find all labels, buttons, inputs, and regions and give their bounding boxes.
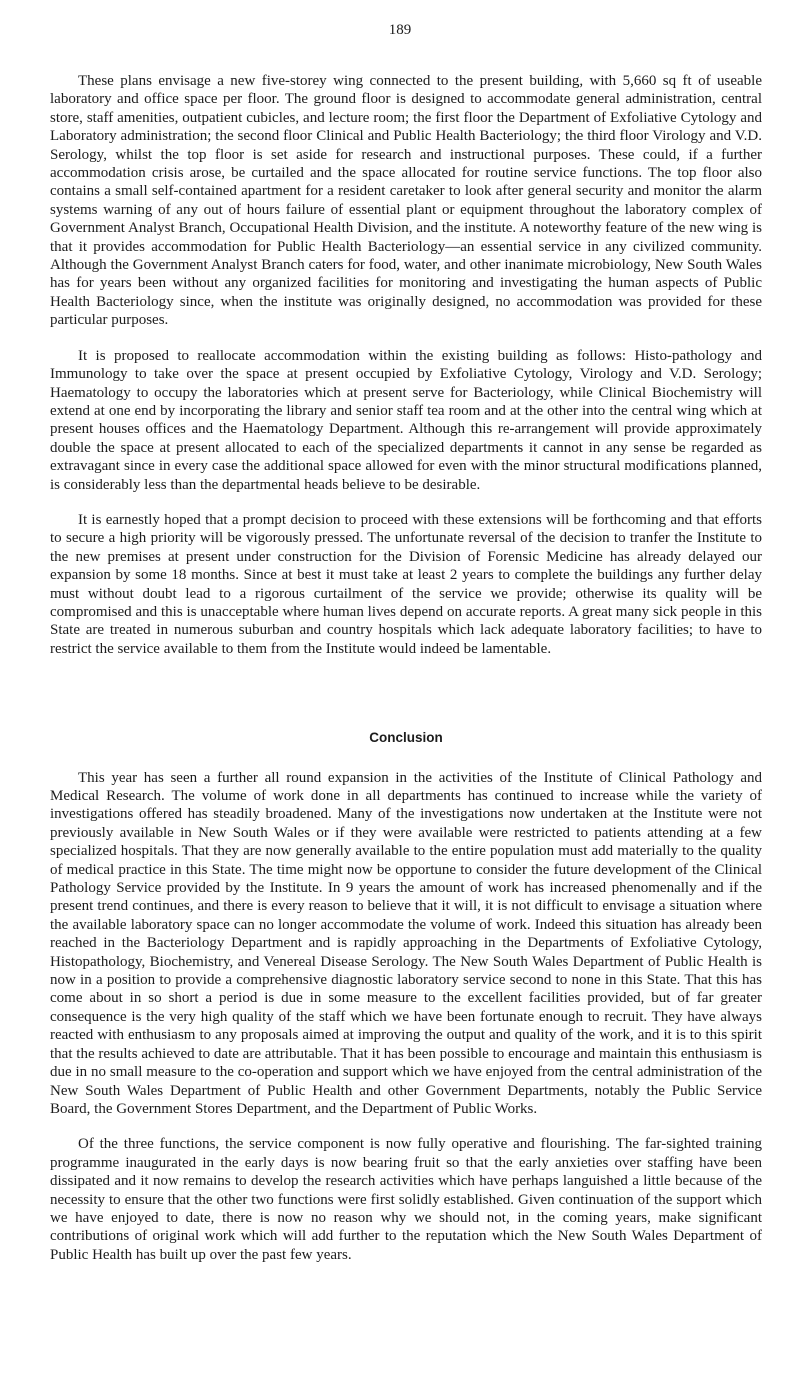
paragraph-conclusion-functions: Of the three functions, the service component is now fully operative and flourishing. The far-sighted training programme inaugurated in the early days is now bearing fruit so that the early anxieties over staffing have been dissipated and it now remains to develop the research activities which have perhaps languished a little because of the necessity to ensure that the other two functions were first solidly established. Given continuation of the support which we have enjoyed to date, there is now no reason why we should not, in the coming years, make significant contributions of original work which will add further to the reputation which the New South Wales Department of Public Health has built up over the past few years. [50, 1136, 762, 1263]
paragraph-prompt-decision: It is earnestly hoped that a prompt decision to proceed with these extensions will be forthcoming and that efforts to secure a high priority will be vigorously pressed. The unfortunate reversal of the decision to tranfer the Institute to the new premises at present under construction for the Division of Forensic Medicine has already delayed our expansion by some 18 months. Since at best it must take at least 2 years to complete the buildings any further delay must without doubt lead to a rigorous curtailment of the service we provide; otherwise its quality will be compromised and this is unacceptable where human lives depend on accurate reports. A great many sick people in this State are treated in numerous suburban and country hospitals which lack adequate laboratory facilities; to have to restrict the service available to them from the Institute would indeed be lamentable. [50, 511, 762, 657]
document-body [50, 72, 762, 1281]
paragraph-conclusion-expansion: This year has seen a further all round expansion in the activities of the Institute of Clinical Pathology and Medical Research. The volume of work done in all departments has continued to increase while the variety of investigations offered has steadily broadened. Many of the investigations now undertaken at the Institute were not previously available in New South Wales or if they were available were restricted to patients attending at a few specialized hospitals. That they are now generally available to the entire population must add materially to the quality of medical practice in this State. The time might now be opportune to consider the future development of the Clinical Pathology Service provided by the Institute. In 9 years the amount of work has increased phenomenally and if the present trend continues, and there is every reason to believe that it will, it is not difficult to envisage a situation where the available laboratory space can no longer accommodate the volume of work. Indeed this situation has already been reached in the Bacteriology Department and is rapidly approaching in the Departments of Exfoliative Cytology, Histopathology, Biochemistry, and Venereal Disease Serology. The New South Wales Department of Public Health is now in a position to provide a comprehensive diagnostic laboratory service second to none in this State. That this has come about in so short a period is due in some measure to the excellent facilities provided, but of far greater consequence is the very high quality of the staff which we have been fortunate enough to recruit. They have always reacted with enthusiasm to any proposals aimed at improving the output and quality of the work, and it is to this spirit that the results achieved to date are attributable. That it has been possible to encourage and maintain this enthusiasm is due in no small measure to the co-operation and support which we have enjoyed from the central administration of the New South Wales Department of Public Health and other Government Departments, notably the Public Service Board, the Government Stores Department, and the Department of Public Works. [50, 769, 762, 1117]
paragraph-new-wing-plans: These plans envisage a new five-storey wing connected to the present building, with 5,660 sq ft of useable laboratory and office space per floor. The ground floor is designed to accommodate general administration, central store, staff amenities, outpatient cubicles, and lecture room; the first floor the Department of Exfoliative Cytology and Laboratory administration; the second floor Clinical and Public Health Bacteriology; the third floor Virology and V.D. Serology, whilst the top floor is set aside for research and instructional purposes. These could, if a further accommodation crisis arose, be curtailed and the space allocated for routine service functions. The top floor also contains a small self-contained apartment for a resident caretaker to look after general security and monitor the alarm systems warning of any out of hours failure of essential plant or equipment throughout the laboratory complex of Government Analyst Branch, Occupational Health Division, and the institute. A noteworthy feature of the new wing is that it provides accommodation for Public Health Bacteriology—an essential service in any civilized community. Although the Government Analyst Branch caters for food, water, and other inanimate microbiology, New South Wales has for years been without any organized facilities for monitoring and investigating the human aspects of Public Health Bacteriology since, when the institute was originally designed, no accommodation was provided for these particular purposes. [50, 73, 762, 329]
paragraph-reallocation: It is proposed to reallocate accommodation within the existing building as follows: Histo-pathology and Immunology to take over the space at present occupied by Exfoliative Cytology, Virology and V.D. Serology; Haematology to occupy the laboratories which at present serve for Bacteriology, while Clinical Biochemistry will extend at one end by incorporating the library and senior staff tea room and at the other into the central wing which at present houses offices and the Haematology Department. Although this re-arrangement will provide approximately double the space at present allocated to each of the specialized departments it cannot in any sense be regarded as extravagant since in every case the additional space allowed for even with the minor structural modifications planned, is considerably less than the departmental heads believe to be desirable. [50, 347, 762, 493]
section-heading-conclusion: Conclusion [369, 730, 443, 746]
page-number: 189 [388, 22, 412, 38]
